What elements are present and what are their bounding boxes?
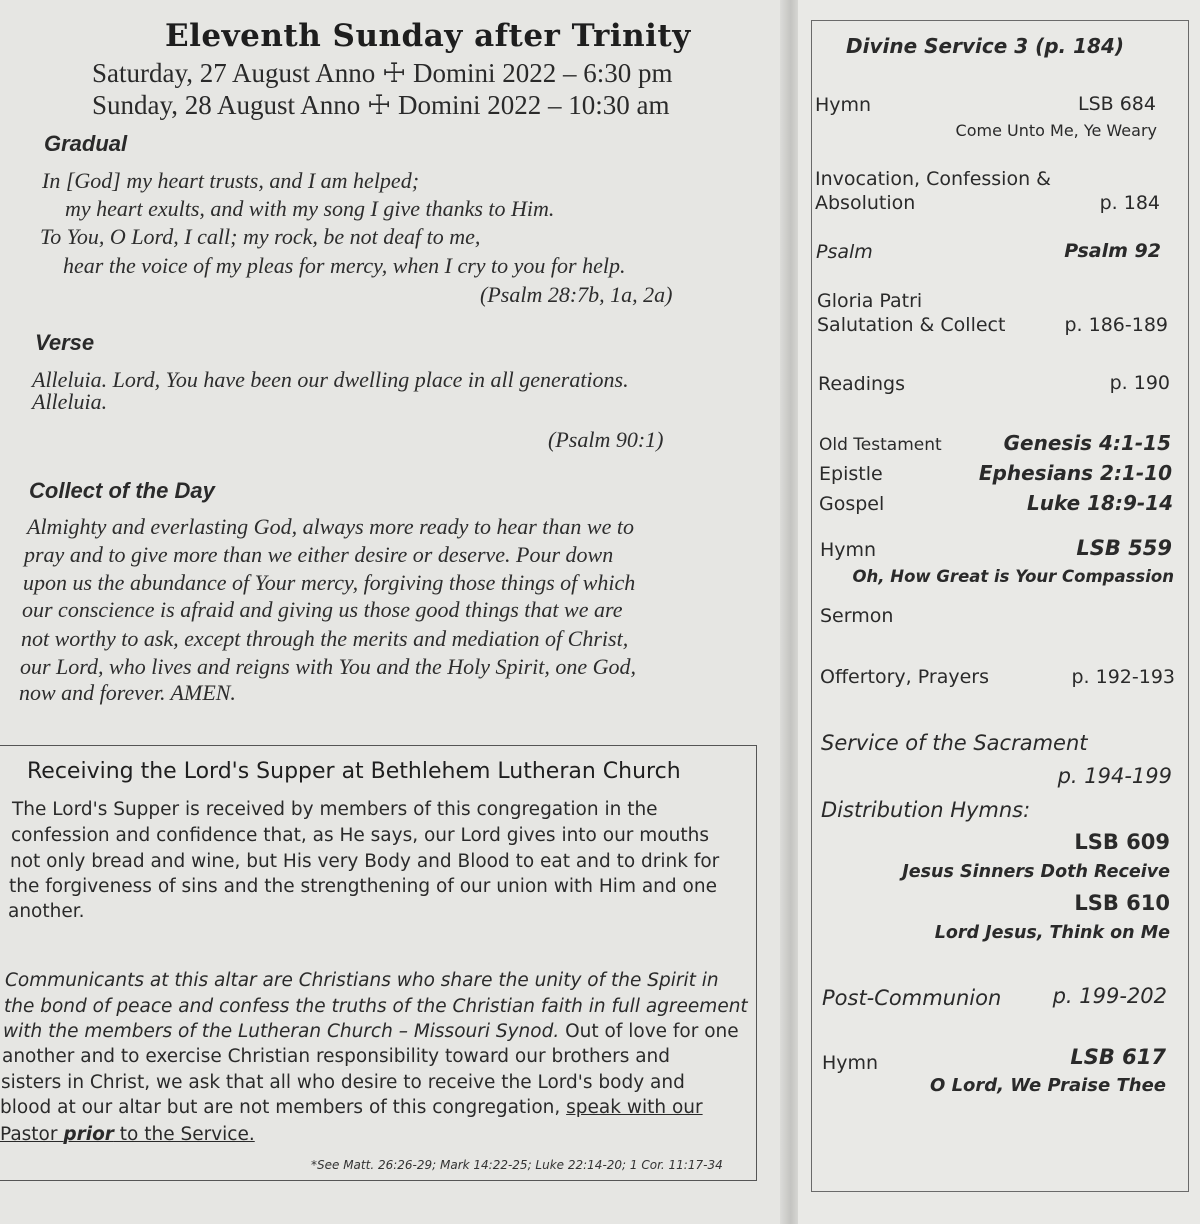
distribution-hymns-label: Distribution Hymns: [821,798,1031,822]
supper-text-line: sisters in Christ, we ask that all who desire to receive the Lord's body and [1,1072,685,1093]
invocation-page: p. 184 [1099,192,1160,214]
supper-text-line: Communicants at this altar are Christians who share the unity of the Spirit in [5,970,719,991]
supper-text-line [0,1097,703,1118]
post-communion-label: Post-Communion [822,986,1002,1010]
gospel-label: Gospel [819,493,885,515]
supper-text-segment: blood at our altar but are not members of this congregation, [0,1097,567,1118]
gradual-reference: (Psalm 28:7b, 1a, 2a) [480,282,673,307]
sermon-label: Sermon [820,605,894,627]
gradual-line: To You, O Lord, I call; my rock, be not deaf to me, [40,224,481,249]
epistle-reference: Ephesians 2:1-10 [978,461,1172,485]
sacrament-label: Service of the Sacrament [821,731,1088,755]
gospel-reference: Luke 18:9-14 [1027,491,1173,515]
hymn-number: LSB 609 [1074,830,1170,854]
hymn-label: Hymn [820,539,877,561]
hymn-title: Lord Jesus, Think on Me [934,923,1170,943]
offertory-label: Offertory, Prayers [820,666,989,688]
page-title: Eleventh Sunday after Trinity [165,18,691,54]
to-the-service-text: to the Service. [113,1124,255,1145]
supper-text-line: not only bread and wine, but His very Body and Blood to eat and to drink for [10,851,720,872]
supper-text-line: another. [8,901,85,922]
verse-heading: Verse [35,330,95,355]
readings-page: p. 190 [1109,372,1170,394]
verse-reference: (Psalm 90:1) [548,427,664,452]
gradual-line: my heart exults, and with my song I give thanks to Him. [65,196,555,221]
gradual-heading: Gradual [44,131,128,156]
supper-text-line [0,1124,255,1145]
supper-lcms-text: with the members of the Lutheran Church – Missouri Synod. [3,1021,560,1042]
pastor-text: Pastor [0,1124,64,1145]
collect-line: not worthy to ask, except through the merits and mediation of Christ, [21,626,629,651]
speak-with-our-text: speak with our [566,1097,703,1118]
gradual-line: In [God] my heart trusts, and I am helped; [42,168,420,193]
prior-text: prior [63,1124,114,1145]
saturday-date: Saturday, 27 August Anno ☩ Domini 2022 – 6:30 pm [92,58,673,88]
epistle-label: Epistle [819,463,883,485]
hymn-number: LSB 684 [1078,93,1156,115]
hymn-title: Jesus Sinners Doth Receive [902,862,1170,882]
sacrament-page: p. 194-199 [1057,764,1172,788]
supper-text-segment: Out of love for one [559,1021,739,1042]
verse-line: Alleluia. [32,389,108,414]
hymn-title: O Lord, We Praise Thee [930,1075,1166,1096]
gloria-patri-label: Gloria Patri [817,290,923,312]
hymn-number: LSB 610 [1074,891,1170,915]
supper-text-line: the forgiveness of sins and the strengthening of our union with Him and one [9,876,717,897]
page-gutter [780,0,798,1224]
divine-service-header: Divine Service 3 (p. 184) [846,34,1125,58]
post-communion-page: p. 199-202 [1052,984,1167,1008]
readings-label: Readings [818,373,906,395]
invocation-label: Invocation, Confession & [815,168,1051,190]
collect-line: our Lord, who lives and reigns with You and the Holy Spirit, one God, [20,654,637,679]
old-testament-label: Old Testament [819,435,942,455]
scripture-footnote: *See Matt. 26:26-29; Mark 14:22-25; Luke 22:14-20; 1 Cor. 11:17-34 [311,1158,723,1172]
sunday-date: Sunday, 28 August Anno ☩ Domini 2022 – 10:30 am [92,90,670,120]
absolution-label: Absolution [815,192,916,214]
hymn-label: Hymn [822,1052,879,1074]
offertory-page: p. 192-193 [1071,666,1175,688]
gradual-line: hear the voice of my pleas for mercy, when I cry to you for help. [63,253,626,278]
hymn-title: Come Unto Me, Ye Weary [955,121,1157,140]
verse-line: Alleluia. Lord, You have been our dwelling place in all generations. [32,367,629,392]
hymn-number: LSB 559 [1076,536,1172,560]
supper-text-line: confession and confidence that, as He says, our Lord gives into our mouths [11,825,709,846]
supper-text-line: The Lord's Supper is received by members of this congregation in the [12,799,658,820]
supper-text-line: another and to exercise Christian responsibility toward our brothers and [2,1046,671,1067]
collect-line: upon us the abundance of Your mercy, forgiving those things of which [23,570,636,595]
collect-line: our conscience is afraid and giving us those good things that we are [22,597,623,622]
salutation-collect-label: Salutation & Collect [817,314,1006,336]
supper-text-line [3,1021,739,1042]
old-testament-reference: Genesis 4:1-15 [1003,431,1171,455]
hymn-title: Oh, How Great is Your Compassion [852,567,1174,586]
lords-supper-title: Receiving the Lord's Supper at Bethlehem Lutheran Church [27,759,681,784]
hymn-number: LSB 617 [1070,1045,1166,1069]
hymn-label: Hymn [815,94,872,116]
supper-text-line: the bond of peace and confess the truths of the Christian faith in full agreement [4,996,748,1017]
psalm-label: Psalm [816,241,873,263]
collect-heading: Collect of the Day [29,478,215,503]
gloria-page: p. 186-189 [1064,314,1168,336]
collect-line: Almighty and everlasting God, always more ready to hear than we to [27,514,634,539]
psalm-reference: Psalm 92 [1064,240,1161,262]
collect-line: now and forever. AMEN. [19,680,236,705]
collect-line: pray and to give more than we either desire or deserve. Pour down [24,542,614,567]
